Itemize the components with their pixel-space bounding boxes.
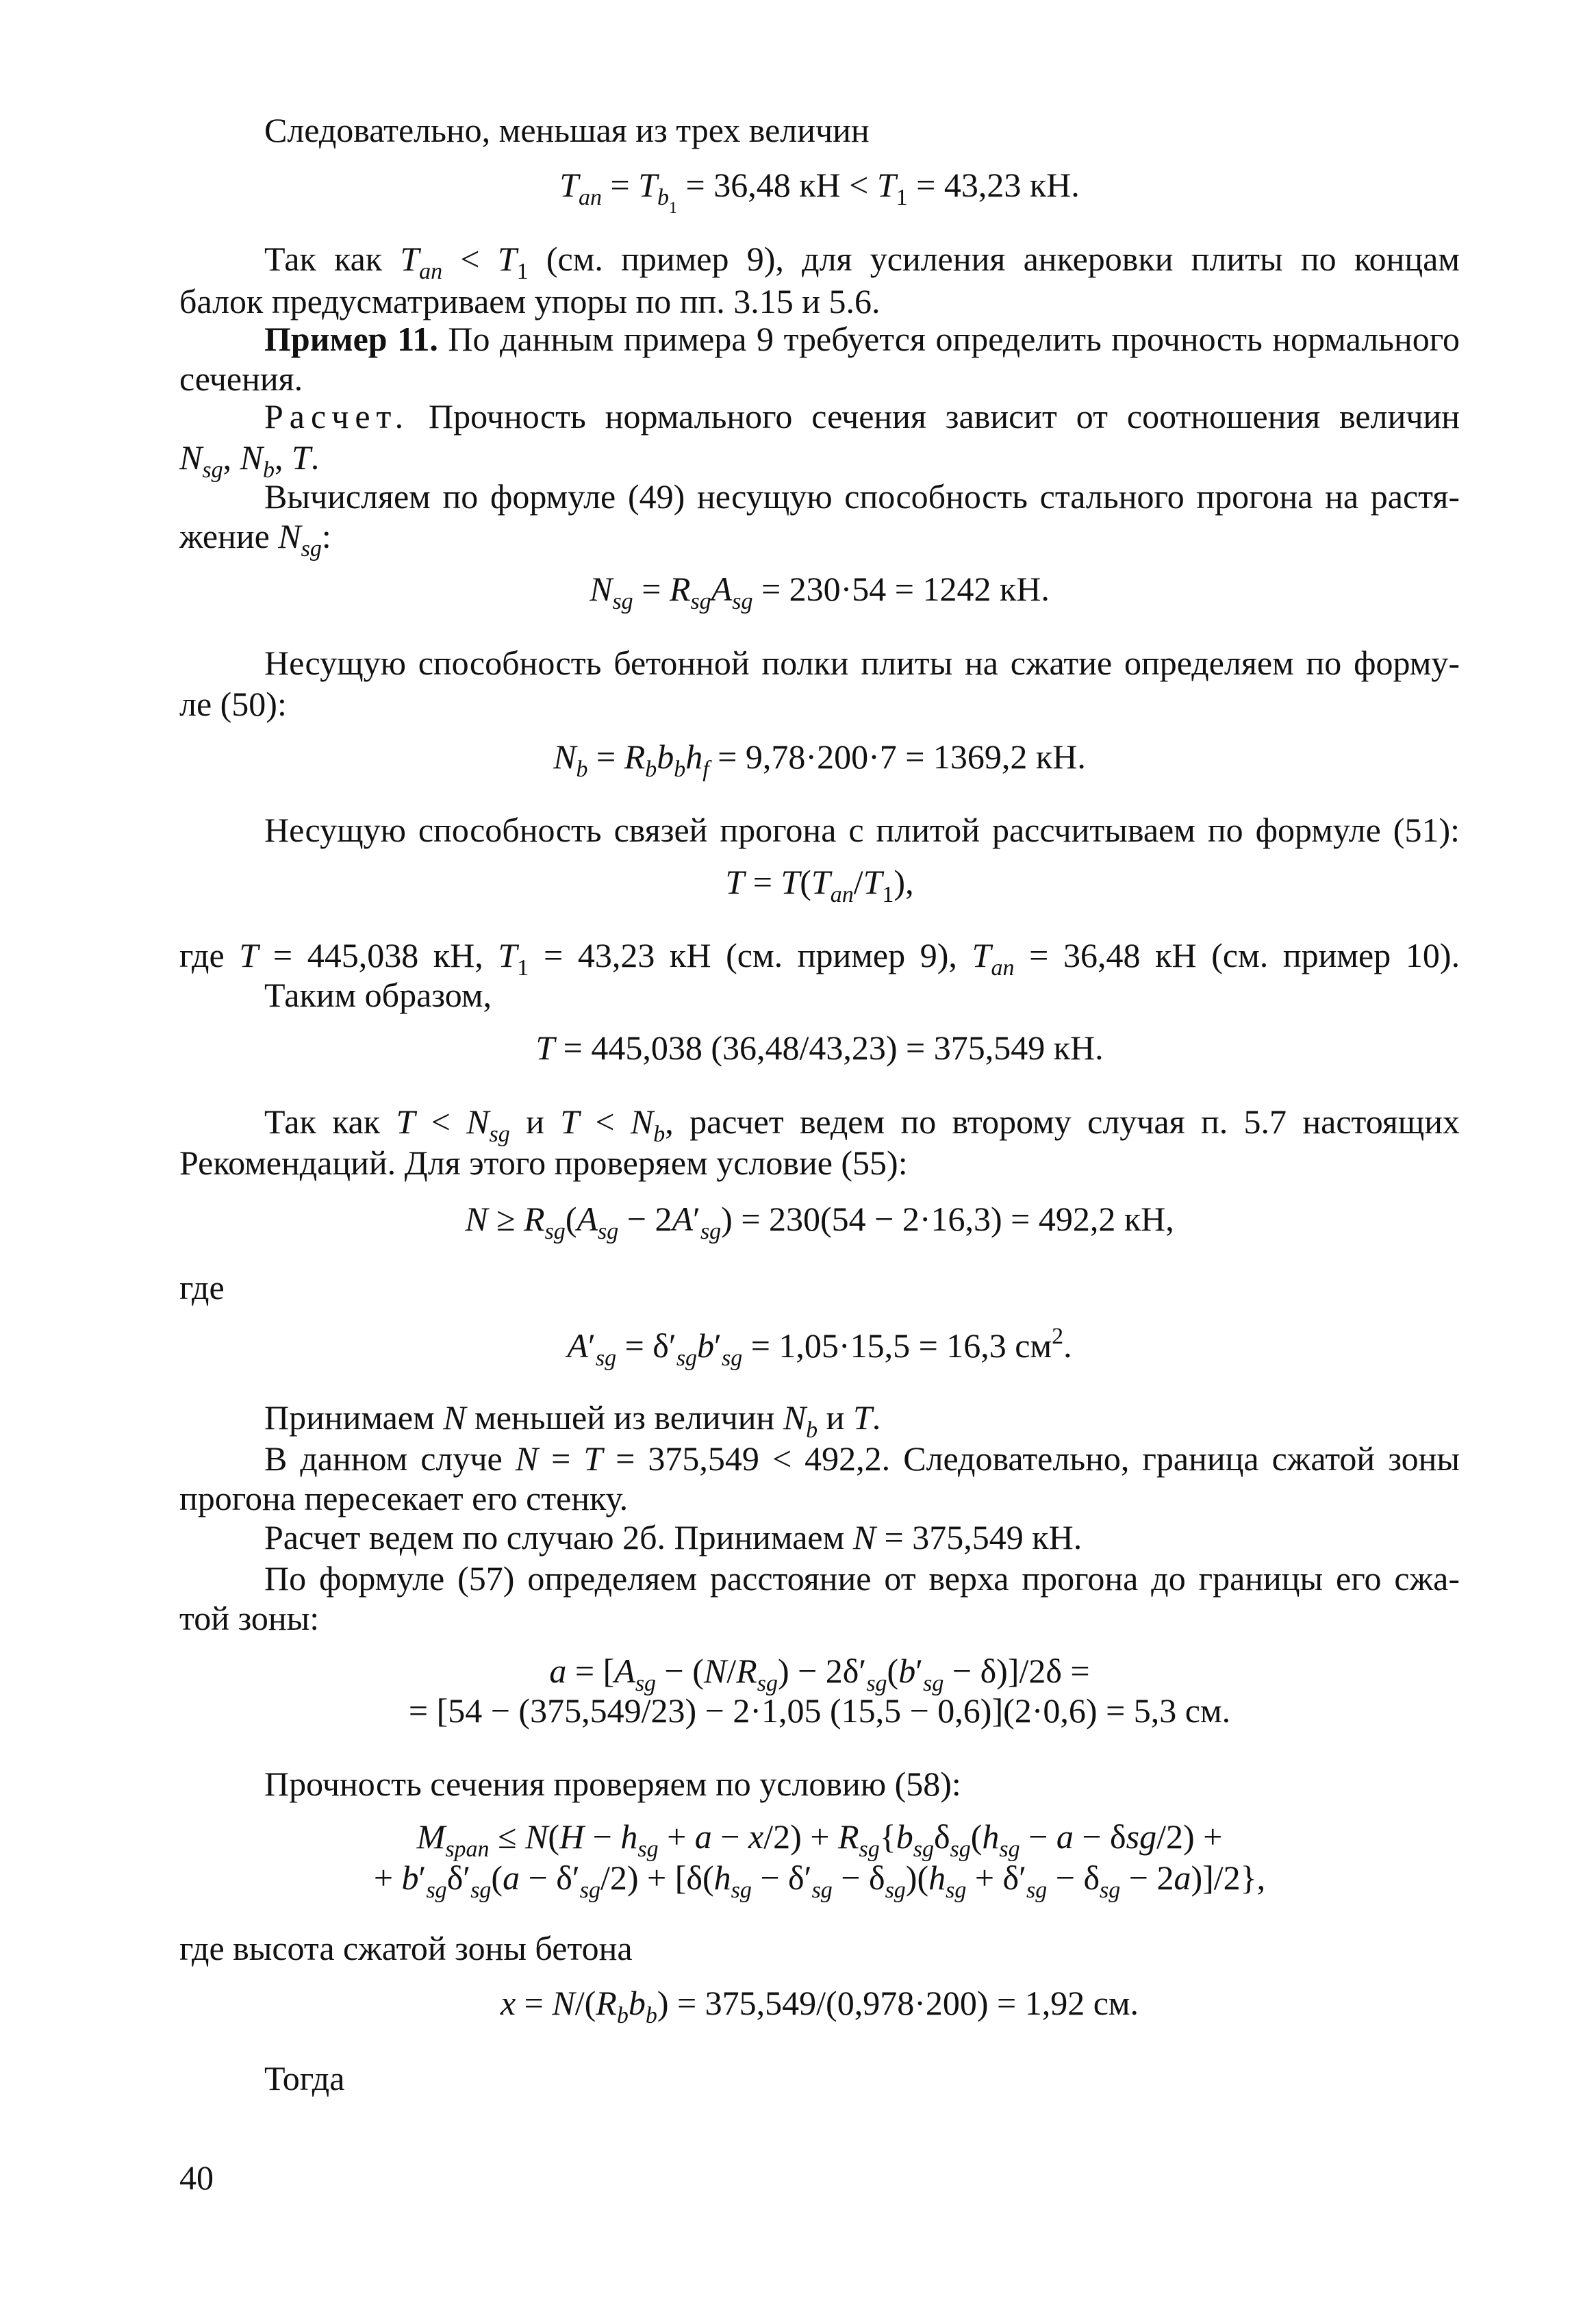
text-line: Таким образом, [264, 976, 492, 1014]
text-line: прогона пересекает его стенку. [179, 1479, 629, 1517]
text-line: Прочность сечения проверяем по условию (58): [264, 1765, 961, 1803]
formula-a-sg: $A'_{sg} = \delta'_{sg}b'_{sg} = 1,05\cdot 15,5 = 16,3$ $см^2$. [567, 1324, 1072, 1371]
text-line: Расчет ведем по случаю 2б. Принимаем N = 375,549 кН. [264, 1518, 1082, 1556]
formula-x: $x = N/(R_bb_b) = 375,549/(0,978\cdot 200) = 1,92$ см. [500, 1984, 1139, 2028]
text-line: Так как $T_{an} < T_1$ (см. пример 9), для усиления анкеровки плиты по концам [264, 240, 1460, 284]
example-heading: Пример 11. По данным примера 9 требуется определить прочность нормального [264, 320, 1460, 358]
formula-condition-58a: $M_{span} \le N(H - h_{sg} + a - x/2) + R_{sg}\{b_{sg}\delta_{sg}(h_{sg} - a - \delta sg/2)$ + [416, 1817, 1223, 1862]
formula-a: $a = [A_{sg} - (N/R_{sg}) - 2\delta'_{sg}(b'_{sg} - \delta)]/2\delta$ = [549, 1652, 1090, 1696]
formula-tan: $T_{an} = T_{b_1} = 36,48$ кН < $T_1 = 43,23$ кН. [559, 166, 1080, 217]
text-line: Рекомендаций. Для этого проверяем условие (55): [179, 1144, 908, 1182]
text-line: Вычисляем по формуле (49) несущую способность стального прогона на растя- [264, 477, 1460, 516]
formula-t-value: T = 445,038 (36,48/43,23) = 375,549 кН. [535, 1029, 1104, 1067]
text-line: Несущую способность бетонной полки плиты на сжатие определяем по форму- [264, 644, 1460, 682]
text-line: Расчет. Прочность нормального сечения зависит от соотношения величин [264, 397, 1460, 436]
text-line: той зоны: [179, 1599, 320, 1637]
page-number: 40 [179, 2158, 214, 2197]
text-line: Следовательно, меньшая из трех величин [264, 111, 870, 149]
text-line: $N_{sg}$, $N_b$, T. [179, 438, 320, 483]
text-line: Тогда [264, 2059, 345, 2097]
formula-nsg: $N_{sg} = R_{sg}A_{sg} = 230\cdot 54 = 1242$ кН. [590, 570, 1050, 614]
formula-nb: $N_b = R_bb_bh_f = 9,78\cdot 200\cdot 7 = 1369,2$ кН. [553, 738, 1086, 782]
text-line: Принимаем N меньшей из величин $N_b$ и T. [264, 1398, 881, 1443]
text-line: По формуле (57) определяем расстояние от верха прогона до границы его сжа- [264, 1559, 1460, 1598]
formula-condition-55: $N \ge R_{sg}(A_{sg} - 2A'_{sg}) = 230(54 - 2\cdot 16,3) = 492,2$ кН, [465, 1200, 1174, 1244]
text-line: балок предусматриваем упоры по пп. 3.15 и 5.6. [179, 282, 881, 320]
text-line: В данном случе N = T = 375,549 < 492,2. Следовательно, граница сжатой зоны [264, 1439, 1460, 1478]
formula-a-value: = [54 − (375,549/23) − 2·1,05 (15,5 − 0,6)](2·0,6) = 5,3 см. [408, 1691, 1231, 1730]
text-line: Несущую способность связей прогона с плитой рассчитываем по формуле (51): [264, 811, 1460, 849]
text-line: где [179, 1268, 225, 1307]
formula-t: $T = T(T_{an}/T_1)$, [725, 863, 914, 907]
text-line: где высота сжатой зоны бетона [179, 1929, 633, 1967]
formula-condition-58b: + $b'_{sg}\delta'_{sg}(a - \delta'_{sg}/2) + [\delta(h_{sg} - \delta'_{sg} - \delta_{sg})(h_{sg} + \delta'_{sg} - \delta_{sg} - 2a)]/2$}, [373, 1858, 1266, 1903]
text-line: сечения. [179, 360, 303, 398]
text-line: жение $N_{sg}$: [179, 517, 331, 562]
text-line: Так как $T < N_{sg}$ и $T < N_b$, расчет ведем по второму случая п. 5.7 настоящих [264, 1102, 1460, 1147]
text-line: где T = 445,038 кН, $T_1 = 43,23$ кН (см. пример 9), $T_{an} = 36,48$ кН (см. пример 10). [179, 936, 1460, 981]
text-line: ле (50): [179, 685, 287, 723]
